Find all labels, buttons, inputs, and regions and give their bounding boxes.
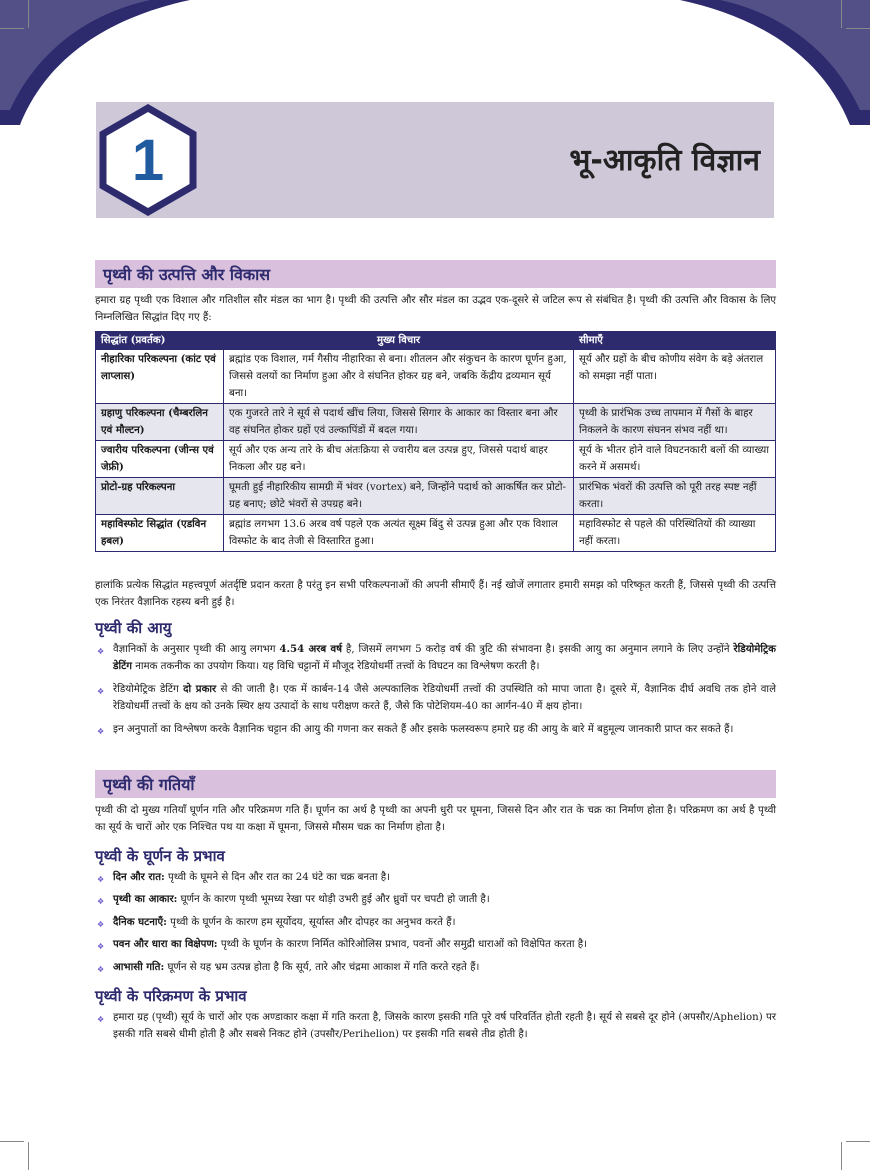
limit-cell: महाविस्फोट से पहले की परिस्थितियों की व्याख्या नहीं करता। bbox=[574, 515, 776, 552]
trim-mark bbox=[841, 1142, 842, 1170]
table-header-idea: मुख्य विचार bbox=[224, 332, 574, 350]
theory-cell: ग्रहाणु परिकल्पना (चैम्बरलिन एवं मौल्टन) bbox=[96, 404, 224, 441]
section-heading-origin: पृथ्वी की उत्पत्ति और विकास bbox=[95, 260, 776, 288]
bullet-text: पृथ्वी के घूर्णन के कारण निर्मित कोरिओलिस प्रभाव, पवनों और समुद्री धाराओं को विक्षेपित करता है। bbox=[217, 939, 588, 951]
diamond-bullet-icon: ❖ bbox=[97, 1015, 105, 1024]
trim-mark bbox=[841, 0, 842, 28]
diamond-bullet-icon: ❖ bbox=[97, 726, 105, 736]
theory-cell: महाविस्फोट सिद्धांत (एडविन हबल) bbox=[96, 515, 224, 552]
list-item bbox=[95, 869, 776, 886]
trim-mark bbox=[846, 1141, 870, 1142]
list-item bbox=[95, 721, 776, 738]
theory-cell: ज्वारीय परिकल्पना (जीन्स एवं जेफ्री) bbox=[96, 441, 224, 478]
diamond-bullet-icon: ❖ bbox=[97, 875, 105, 884]
idea-cell: सूर्य और एक अन्य तारे के बीच अंतःक्रिया से ज्वारीय बल उत्पन्न हुए, जिससे पदार्थ बाहर निकला और ग्रह बने। bbox=[224, 441, 574, 478]
trim-mark bbox=[0, 28, 24, 29]
table-row bbox=[96, 441, 776, 478]
idea-cell: घूमती हुई नीहारिकीय सामग्री में भंवर (vortex) बने, जिन्होंने पदार्थ को आकर्षित कर प्रोटो-ग्रह बनाए; छोटे भंवरों से उपग्रह बने। bbox=[224, 478, 574, 515]
idea-cell: एक गुजरते तारे ने सूर्य से पदार्थ खींच लिया, जिससे सिगार के आकार का विस्तार बना और वह संघनित होकर ग्रहों एवं उल्कापिंडों में बदल गया। bbox=[224, 404, 574, 441]
limit-cell: प्रारंभिक भंवरों की उत्पत्ति को पूरी तरह स्पष्ट नहीं करता। bbox=[574, 478, 776, 515]
limit-cell: पृथ्वी के प्रारंभिक उच्च तापमान में गैसों के बाहर निकलने के कारण संघनन संभव नहीं था। bbox=[574, 404, 776, 441]
chapter-title: भू-आकृति विज्ञान bbox=[569, 143, 760, 178]
text-fragment: है, जिसमें लगभग 5 करोड़ वर्ष की त्रुटि की संभावना है। इसकी आयु का अनुमान लगाने के लिए उन्होंने bbox=[342, 644, 734, 655]
age-bullet-list bbox=[95, 641, 776, 743]
bullet-term: दिन और रात: bbox=[113, 871, 165, 883]
bold-text-fragment: दो प्रकार bbox=[183, 682, 217, 695]
table-row bbox=[96, 478, 776, 515]
bullet-text: पृथ्वी के घूमने से दिन और रात का 24 घंटे का चक्र बनता है। bbox=[164, 872, 391, 883]
table-header-row bbox=[96, 332, 776, 350]
revolution-bullet-list bbox=[95, 1009, 776, 1049]
list-item bbox=[95, 891, 776, 908]
trim-mark bbox=[0, 1141, 24, 1142]
list-item bbox=[95, 936, 776, 953]
motion-intro-paragraph: पृथ्वी की दो मुख्य गतियाँ घूर्णन गति और परिक्रमण गति हैं। घूर्णन का अर्थ है पृथ्वी का अपनी धुरी पर घूमना, जिससे दिन और रात के चक्र का निर्माण होता है। परिक्रमण का अर्थ है पृथ्वी का सूर्य के चारों ओर एक निश्चित पथ या कक्षा में घूमना, जिससे मौसम चक्र का निर्माण होता है। bbox=[95, 805, 776, 833]
table-row bbox=[96, 350, 776, 404]
bullet-text: घूर्णन के कारण पृथ्वी भूमध्य रेखा पर थोड़ी उभरी हुई और ध्रुवों पर चपटी हो जाती है। bbox=[177, 894, 490, 906]
text-fragment: इन अनुपातों का विश्लेषण करके वैज्ञानिक चट्टान की आयु की गणना कर सकते हैं और इसके फलस्वरूप हमारे ग्रह की आयु के बारे में बहुमूल्य जानकारी प्राप्त कर सकते हैं। bbox=[113, 723, 734, 735]
table-header-theory: सिद्धांत (प्रवर्तक) bbox=[96, 332, 224, 350]
text-fragment: रेडियोमेट्रिक डेटिंग bbox=[113, 683, 184, 695]
bullet-term: पृथ्वी का आकार: bbox=[113, 893, 178, 906]
text-fragment: वैज्ञानिकों के अनुसार पृथ्वी की आयु लगभग bbox=[113, 644, 280, 655]
bullet-term: दैनिक घटनाएँ: bbox=[113, 915, 167, 928]
chapter-number: 1 bbox=[131, 128, 165, 193]
diamond-bullet-icon: ❖ bbox=[97, 942, 105, 952]
chapter-number-hexagon bbox=[98, 104, 198, 216]
list-item bbox=[95, 681, 776, 716]
bullet-text: हमारा ग्रह (पृथ्वी) सूर्य के चारों ओर एक अण्डाकार कक्षा में गति करता है, जिसके कारण इसकी गति पूरे वर्ष परिवर्तित होती रहती है। सूर्य से सबसे दूर होने (अपसौर/Aphelion) पर इसकी गति सबसे धीमी होती है और सबसे निकट होने (उपसौर/Perihelion) पर इसकी गति सबसे तीव्र होती है। bbox=[113, 1012, 776, 1041]
bullet-term: पवन और धारा का विक्षेपण: bbox=[113, 938, 218, 951]
theory-cell: प्रोटो-ग्रह परिकल्पना bbox=[96, 478, 224, 515]
bullet-text: पृथ्वी के घूर्णन के कारण हम सूर्योदय, सूर्यास्त और दोपहर का अनुभव करते हैं। bbox=[166, 916, 456, 928]
rotation-bullet-list bbox=[95, 869, 776, 981]
list-item bbox=[95, 641, 776, 676]
bullet-text: घूर्णन से यह भ्रम उत्पन्न होता है कि सूर्य, तारे और चंद्रमा आकाश में गति करते रहते हैं। bbox=[164, 961, 480, 973]
diamond-bullet-icon: ❖ bbox=[97, 897, 105, 907]
table-header-limits: सीमाएँ bbox=[574, 332, 776, 350]
idea-cell: ब्रह्मांड एक विशाल, गर्म गैसीय नीहारिका से बना। शीतलन और संकुचन के कारण घूर्णन हुआ, जिससे वलयों का निर्माण हुआ और वे संघनित होकर ग्रह बने, जबकि केंद्रीय द्रव्यमान सूर्य बना। bbox=[224, 350, 574, 404]
theory-cell: नीहारिका परिकल्पना (कांट एवं लाप्लास) bbox=[96, 350, 224, 404]
limit-cell: सूर्य के भीतर होने वाले विघटनकारी बलों की व्याख्या करने में असमर्थ। bbox=[574, 441, 776, 478]
origin-intro-paragraph: हमारा ग्रह पृथ्वी एक विशाल और गतिशील सौर मंडल का भाग है। पृथ्वी की उत्पत्ति और सौर मंडल का उद्भव एक-दूसरे से जटिल रूप से संबंधित है। पृथ्वी की उत्पत्ति और विकास के लिए निम्नलिखित सिद्धांत दिए गए हैं: bbox=[95, 295, 776, 323]
list-item bbox=[95, 1009, 776, 1044]
list-item bbox=[95, 914, 776, 931]
diamond-bullet-icon: ❖ bbox=[97, 647, 105, 656]
trim-mark bbox=[846, 28, 870, 29]
bullet-term: आभासी गति: bbox=[113, 960, 165, 973]
bold-text-fragment: 4.54 अरब वर्ष bbox=[279, 643, 342, 655]
subheading-rotation: पृथ्वी के घूर्णन के प्रभाव bbox=[95, 847, 225, 865]
section-heading-motion: पृथ्वी की गतियाँ bbox=[95, 770, 776, 798]
table-row bbox=[96, 515, 776, 552]
bold-text-fragment: रेडियोमेट्रिक डेटिंग bbox=[113, 643, 776, 673]
text-fragment: से की जाती है। एक में कार्बन-14 जैसे अल्पकालिक रेडियोधर्मी तत्त्वों की उपस्थिति को मापा जाता है। दूसरे में, वैज्ञानिक दीर्घ अवधि तक होने वाले रेडियोधर्मी तत्त्वों के क्षय को उनके स्थिर क्षय उत्पादों के साथ परीक्षण करते हैं, जैसे कि पोटेशियम-40 का आर्गन-40 में क्षय होना। bbox=[113, 683, 776, 713]
text-fragment: नामक तकनीक का उपयोग किया। यह विधि चट्टानों में मौजूद रेडियोधर्मी तत्त्वों के विघटन का विश्लेषण करती है। bbox=[131, 661, 540, 673]
diamond-bullet-icon: ❖ bbox=[97, 686, 105, 696]
origin-outro-paragraph: हालांकि प्रत्येक सिद्धांत महत्त्वपूर्ण अंतर्दृष्टि प्रदान करता है परंतु इन सभी परिकल्पनाओं की अपनी सीमाएँ हैं। नई खोजें लगातार हमारी समझ को परिष्कृत करती हैं, जिससे पृथ्वी की उत्पत्ति एक निरंतर वैज्ञानिक रहस्य बनी हुई है। bbox=[95, 580, 776, 608]
limit-cell: सूर्य और ग्रहों के बीच कोणीय संवेग के बड़े अंतराल को समझा नहीं पाता। bbox=[574, 350, 776, 404]
subheading-age: पृथ्वी की आयु bbox=[95, 619, 172, 637]
diamond-bullet-icon: ❖ bbox=[97, 919, 105, 929]
subheading-revolution: पृथ्वी के परिक्रमण के प्रभाव bbox=[95, 987, 247, 1005]
table-row bbox=[96, 404, 776, 441]
list-item bbox=[95, 959, 776, 976]
diamond-bullet-icon: ❖ bbox=[97, 964, 105, 974]
trim-mark bbox=[28, 1142, 29, 1170]
idea-cell: ब्रह्मांड लगभग 13.6 अरब वर्ष पहले एक अत्यंत सूक्ष्म बिंदु से उत्पन्न हुआ और एक विशाल विस्फोट के बाद तेजी से विस्तारित हुआ। bbox=[224, 515, 574, 552]
theories-table bbox=[95, 331, 776, 552]
trim-mark bbox=[28, 0, 29, 28]
